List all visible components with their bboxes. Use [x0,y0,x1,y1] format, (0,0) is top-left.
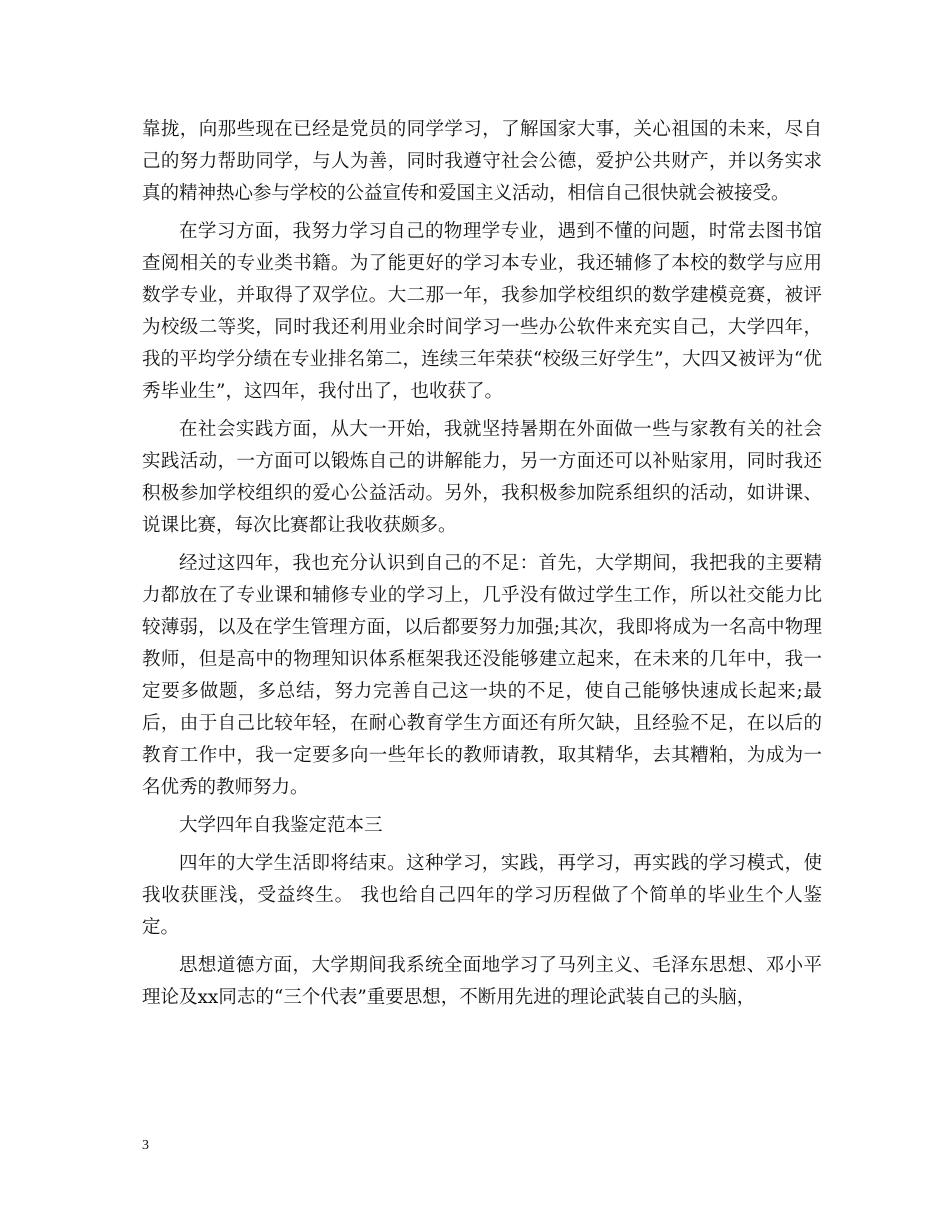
document-body [142,114,822,1014]
paragraph-study: 在学习方面，我努力学习自己的物理学专业，遇到不懂的问题，时常去图书馆查阅相关的专业类书籍。为了能更好的学习本专业，我还辅修了本校的数学与应用数学专业，并取得了双学位。大二那一年，我参加学校组织的数学建模竞赛，被评为校级二等奖，同时我还利用业余时间学习一些办公软件来充实自己，大学四年，我的平均学分绩在专业排名第二，连续三年荣获“校级三好学生”，大四又被评为“优秀毕业生”，这四年，我付出了，也收获了。 [142,221,822,402]
paragraph-ideology: 思想道德方面，大学期间我系统全面地学习了马列主义、毛泽东思想、邓小平理论及xx同志的“三个代表”重要思想，不断用先进的理论武装自己的头脑， [142,955,822,1008]
page-number: 3 [142,1138,149,1153]
paragraph-continuation: 靠拢，向那些现在已经是党员的同学学习，了解国家大事，关心祖国的未来，尽自己的努力帮助同学，与人为善，同时我遵守社会公德，爱护公共财产，并以务实求真的精神热心参与学校的公益宣传和爱国主义活动，相信自己很快就会被接受。 [142,119,822,204]
section-heading: 大学四年自我鉴定范本三 [179,815,383,836]
paragraph-shortcomings: 经过这四年，我也充分认识到自己的不足：首先，大学期间，我把我的主要精力都放在了专业课和辅修专业的学习上，几乎没有做过学生工作，所以社交能力比较薄弱，以及在学生管理方面，以后都要努力加强;其次，我即将成为一名高中物理教师，但是高中的物理知识体系框架我还没能够建立起来，在未来的几年中，我一定要多做题，多总结，努力完善自己这一块的不足，使自己能够快速成长起来;最后，由于自己比较年轻，在耐心教育学生方面还有所欠缺，且经验不足，在以后的教育工作中，我一定要多向一些年长的教师请教，取其精华，去其糟粕，为成为一名优秀的教师努力。 [142,553,822,798]
paragraph-intro: 四年的大学生活即将结束。这种学习，实践，再学习，再实践的学习模式，使我收获匪浅，受益终生。 我也给自己四年的学习历程做了个简单的毕业生个人鉴定。 [142,853,822,938]
paragraph-social-practice: 在社会实践方面，从大一开始，我就坚持暑期在外面做一些与家教有关的社会实践活动，一方面可以锻炼自己的讲解能力，另一方面还可以补贴家用，同时我还积极参加学校组织的爱心公益活动。另外，我积极参加院系组织的活动，如讲课、说课比赛，每次比赛都让我收获颇多。 [142,419,822,536]
